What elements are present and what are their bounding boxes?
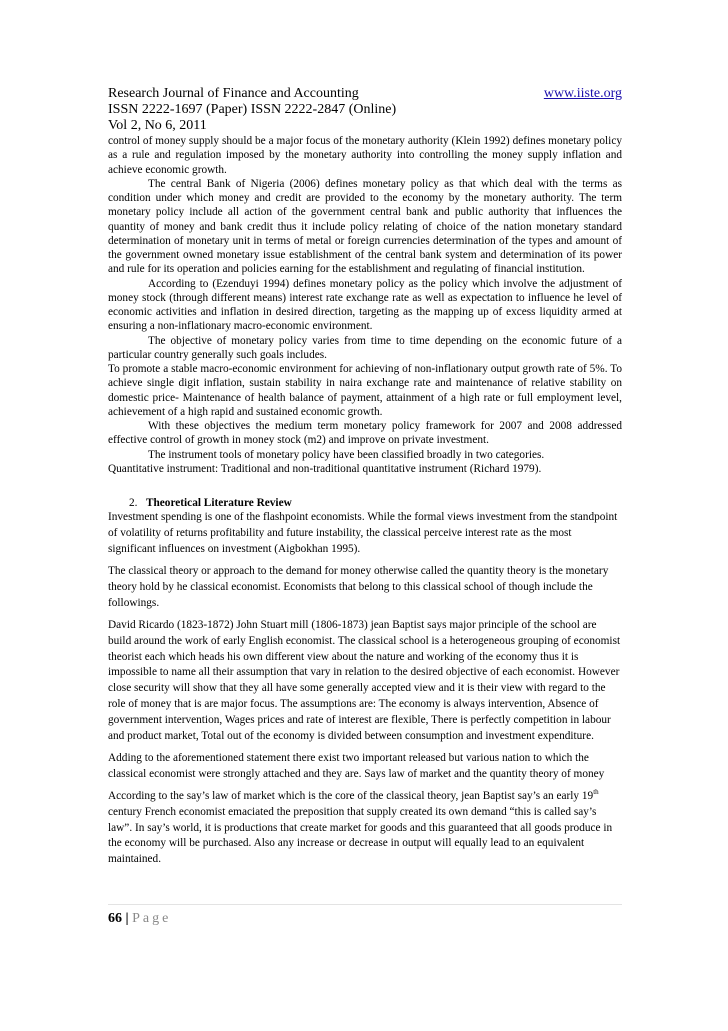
section-number: 2. [129, 497, 138, 509]
section-body [108, 510, 622, 868]
paragraph: The objective of monetary policy varies from time to time depending on the economic future of a particular country generally such goals includes. [108, 334, 622, 361]
section-heading [108, 496, 622, 510]
paragraph: The classical theory or approach to the demand for money otherwise called the quantity theory is the monetary theory hold by he classical economist. Economists that belong to this classical school of though include the followings. [108, 564, 609, 609]
paragraph: To promote a stable macro-economic environment for achieving of non-inflationary output growth rate of 5%. To achieve single digit inflation, sustain stability in naira exchange rate and maintenance of relative stability on domestic price- Maintenance of health balance of payment, attainment of a high rate or full employment level, achievement of a high rapid and sustained economic growth. [108, 363, 622, 418]
journal-title: Research Journal of Finance and Accounting [108, 86, 359, 101]
page-number-line [108, 911, 622, 927]
paragraph: The central Bank of Nigeria (2006) defines monetary policy as that which deal with the terms as condition under which money and credit are provided to the economy by the monetary authority. The term monetary policy include all action of the government central bank and public authority that influences the quantity of money and bank credit thus it include policy relating of choice of the nation monetary standard determination of monetary unit in terms of metal or foreign currencies determination of the types and amount of the government owned monetary issue establishment of the central bank system and determination of its power and rule for its operation and policies earning for the establishment and regulating of financial institution. [108, 177, 622, 276]
section-title: Theoretical Literature Review [145, 497, 292, 509]
running-header [108, 86, 622, 134]
paragraph: Quantitative instrument: Traditional and non-traditional quantitative instrument (Richard 1979). [108, 462, 542, 475]
page-footer [108, 904, 622, 927]
section-theoretical-review [108, 496, 622, 868]
body-text-top [108, 134, 622, 476]
website-link[interactable]: www.iiste.org [543, 86, 622, 101]
paragraph [108, 789, 622, 869]
paragraph: David Ricardo (1823-1872) John Stuart mill (1806-1873) jean Baptist says major principle of the school are build around the work of early English economist. The classical school is a heterogeneous grouping of economist theorist each which heads his own different view about the nature and working of the economy thus it is impossible to name all their assumption that vary in relation to the desired objective of each economist. However close security will show that they all have some generally accepted view and it is their view with regard to the role of money that is are major focus. The assumptions are: The economy is always intervention, Absence of government intervention, Wages prices and rate of interest are flexible, There is perfectly competition in labour and product market, Total out of the economy is divided between consumption and investment expenditure. [108, 618, 621, 743]
paragraph: Adding to the aforementioned statement there exist two important released but various nation to which the classical economist were strongly attached and they are. Says law of market and the quantity theory of money [108, 751, 605, 780]
superscript: th [593, 787, 599, 796]
paragraph: The instrument tools of monetary policy have been classified broadly in two categories. [148, 448, 545, 461]
paragraph: control of money supply should be a major focus of the monetary authority (Klein 1992) defines monetary policy as a rule and regulation imposed by the monetary authority into controlling the money supply inflation and achieve economic growth. [108, 135, 622, 176]
page-number: 66 [108, 911, 122, 926]
footer-divider [108, 904, 622, 905]
paragraph: According to (Ezenduyi 1994) defines monetary policy as the policy which involve the adjustment of money stock (through different means) interest rate exchange rate as well as expectation to influence he level of economic activities and inflation in desired direction, targeting as the mapping up of excess liquidity armed at ensuring a non-inflationary macro-economic environment. [108, 277, 622, 333]
page-word: Page [132, 911, 172, 926]
issn-line: ISSN 2222-1697 (Paper) ISSN 2222-2847 (Online) [108, 102, 397, 117]
paragraph-text: According to the say’s law of market which is the core of the classical theory, jean Baptist say’s an early 19 [108, 789, 594, 802]
paragraph: Investment spending is one of the flashpoint economists. While the formal views investment from the standpoint of volatility of returns profitability and future instability, the classical perceive interest rate as the most significant influences on investment (Aigbokhan 1995). [108, 511, 618, 556]
page-content [108, 86, 622, 874]
paragraph: With these objectives the medium term monetary policy framework for 2007 and 2008 addressed effective control of growth in money stock (m2) and improve on private investment. [108, 420, 622, 447]
paragraph-text: century French economist emaciated the preposition that supply created its own demand “this is called say’s law”. In say’s world, it is productions that create market for goods and this guaranteed that all goods produce in the economy will be purchased. Also any increase or decrease in output will equally lead to an equivalent maintained. [108, 805, 613, 866]
page-separator: | [125, 911, 129, 926]
volume-line: Vol 2, No 6, 2011 [108, 118, 207, 133]
